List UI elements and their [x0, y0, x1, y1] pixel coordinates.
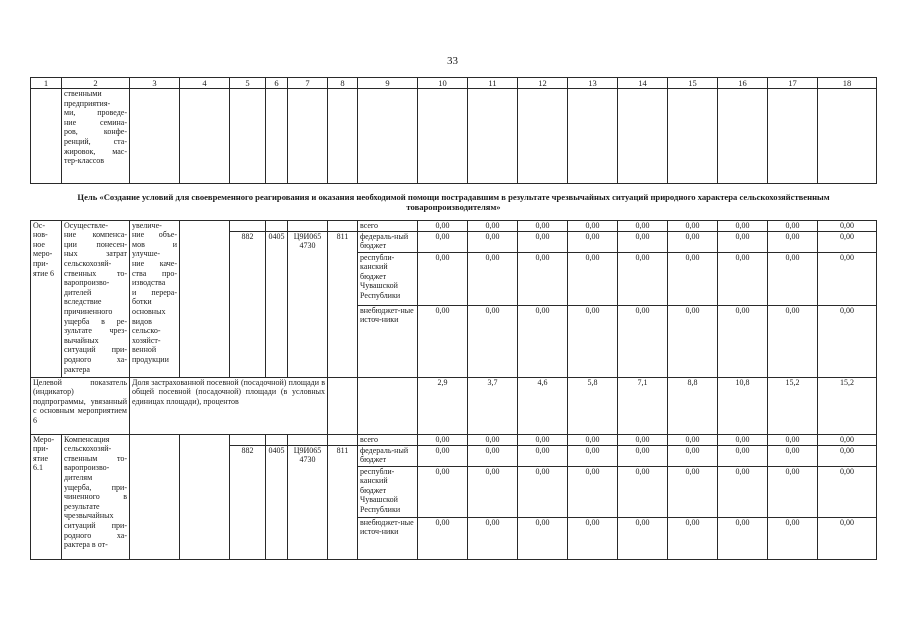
funding-value: 0,00	[418, 305, 468, 377]
measure-description	[62, 220, 130, 377]
funding-value: 0,00	[468, 434, 518, 445]
funding-value: 0,00	[618, 252, 668, 305]
funding-value: 0,00	[468, 517, 518, 559]
text-line: предприятия-	[64, 98, 111, 108]
measure-description	[62, 434, 130, 559]
funding-value: 0,00	[618, 305, 668, 377]
column-header: 11	[468, 78, 518, 89]
funding-value: 0,00	[618, 517, 668, 559]
funding-value: 0,00	[618, 231, 668, 252]
text-line: рактера в от-	[64, 540, 108, 550]
funding-value: 0,00	[618, 434, 668, 445]
csr-cell	[288, 220, 328, 231]
funding-value: 0,00	[768, 445, 818, 466]
indicator-label: Целевой показатель (индикатор) подпрограммы, увязанный с основным мероприятием 6	[31, 377, 130, 434]
funding-value: 0,00	[668, 466, 718, 517]
funding-value: 0,00	[618, 466, 668, 517]
empty-cell	[518, 89, 568, 184]
continuation-row	[31, 89, 877, 184]
text-line: жировок, мас-	[64, 146, 127, 156]
indicator-value: 4,6	[518, 377, 568, 434]
text-line: ственным то-	[64, 453, 127, 463]
funding-value: 0,00	[668, 517, 718, 559]
text-line: варопроизво-	[64, 463, 110, 473]
text-line: нов-	[33, 230, 48, 240]
funding-value: 0,00	[768, 466, 818, 517]
text-line: сельско-	[132, 326, 161, 336]
funding-value: 0,00	[518, 231, 568, 252]
text-line: ных затрат	[64, 249, 127, 259]
text-line: дителям	[64, 473, 93, 482]
csr-cell	[288, 434, 328, 445]
text-line: чрезвычайных	[64, 511, 114, 521]
column-header: 1	[31, 78, 62, 89]
text-line: причиненного	[64, 306, 113, 316]
measure-goal-column	[130, 434, 180, 559]
text-line: при-	[33, 444, 49, 454]
header-row	[31, 78, 877, 89]
text-line: Осуществле-	[64, 220, 109, 230]
indicator-value: 2,9	[418, 377, 468, 434]
measure-goal-column	[130, 220, 180, 377]
funding-value: 0,00	[818, 252, 877, 305]
empty-cell	[230, 89, 266, 184]
funding-value: 0,00	[818, 445, 877, 466]
funding-value: 0,00	[718, 231, 768, 252]
funding-value: 0,00	[668, 434, 718, 445]
funding-value: 0,00	[568, 220, 618, 231]
column-header: 17	[768, 78, 818, 89]
indicator-value: 10,8	[718, 377, 768, 434]
funding-value: 0,00	[668, 445, 718, 466]
funding-value: 0,00	[468, 466, 518, 517]
funding-source: всего	[358, 220, 418, 231]
indicator-text: Доля застрахованной посевной (посадочной) площади в общей посевной (посадочной) площади (в условных единицах площади), процентов	[130, 377, 328, 434]
text-line: дителей	[64, 287, 92, 297]
vr-cell	[328, 220, 358, 231]
column-header: 15	[668, 78, 718, 89]
text-line: ние каче-	[132, 259, 177, 268]
measure-row	[31, 434, 877, 445]
grbs-code: 882	[230, 231, 266, 377]
column-header: 9	[358, 78, 418, 89]
funding-value: 0,00	[418, 434, 468, 445]
funding-value: 0,00	[418, 231, 468, 252]
funding-value: 0,00	[818, 231, 877, 252]
text-line: ущерба в ре-	[64, 316, 127, 326]
text-line: продукции	[132, 354, 169, 364]
column-header: 16	[718, 78, 768, 89]
funding-value: 0,00	[818, 305, 877, 377]
text-line: родного ха-	[64, 354, 127, 364]
rzpr-cell	[266, 434, 288, 445]
funding-value: 0,00	[768, 252, 818, 305]
measure-description-continued	[62, 89, 130, 184]
funding-value: 0,00	[768, 231, 818, 252]
measure-number	[31, 220, 62, 377]
funding-value: 0,00	[468, 252, 518, 305]
rzpr-cell	[266, 220, 288, 231]
text-line: ние семина-	[64, 117, 127, 127]
goal-row	[31, 184, 877, 221]
text-line: ятие 6	[33, 268, 55, 278]
grbs-cell	[230, 220, 266, 231]
empty-cell	[718, 89, 768, 184]
funding-value: 0,00	[818, 220, 877, 231]
funding-value: 0,00	[518, 434, 568, 445]
grbs-code: 882	[230, 445, 266, 559]
text-line: сельскохозяй-	[64, 259, 112, 268]
funding-source: федераль-ный бюджет	[358, 231, 418, 252]
empty-cell	[31, 89, 62, 184]
text-line: Ос-	[33, 220, 45, 230]
empty-cell	[668, 89, 718, 184]
funding-value: 0,00	[618, 445, 668, 466]
text-line: изводства	[132, 278, 166, 288]
funding-value: 0,00	[518, 466, 568, 517]
page-number: 33	[447, 55, 458, 67]
goal-text: Цель «Создание условий для своевременного реагирования и оказания необходимой помощи пострадавшим в результате чрезвычайных ситуаций природного характера сельскохозяйственным товаропроизводителям»	[31, 184, 877, 221]
text-line: ние компенса-	[64, 230, 127, 240]
empty-cell	[130, 89, 180, 184]
rzpr-code: 0405	[266, 445, 288, 559]
text-line: чиненного в	[64, 492, 127, 502]
text-line: ятие	[33, 453, 49, 463]
column-header: 13	[568, 78, 618, 89]
rzpr-code: 0405	[266, 231, 288, 377]
text-line: зультате чрез-	[64, 326, 127, 336]
empty-cell	[358, 377, 418, 434]
measure-number	[31, 434, 62, 559]
funding-source: внебюджет-ные источ-ники	[358, 305, 418, 377]
csr-code: Ц9И065 4730	[288, 231, 328, 377]
empty-cell	[180, 89, 230, 184]
funding-value: 0,00	[618, 220, 668, 231]
funding-value: 0,00	[568, 434, 618, 445]
indicator-value: 15,2	[768, 377, 818, 434]
funding-value: 0,00	[718, 305, 768, 377]
text-line: ное	[33, 239, 45, 249]
funding-value: 0,00	[768, 305, 818, 377]
text-line: Меро-	[33, 434, 55, 444]
column-header: 18	[818, 78, 877, 89]
column-header: 5	[230, 78, 266, 89]
funding-value: 0,00	[518, 445, 568, 466]
text-line: ренций, ста-	[64, 136, 127, 146]
funding-value: 0,00	[418, 517, 468, 559]
funding-value: 0,00	[668, 231, 718, 252]
empty-cell	[266, 89, 288, 184]
empty-cell	[358, 89, 418, 184]
text-line: при-	[33, 259, 49, 268]
text-line: ущерба, при-	[64, 482, 127, 492]
text-line: вследствие	[64, 297, 102, 307]
column-header: 10	[418, 78, 468, 89]
funding-value: 0,00	[418, 466, 468, 517]
column-header: 12	[518, 78, 568, 89]
text-line: родного ха-	[64, 530, 127, 540]
column-header: 7	[288, 78, 328, 89]
text-line: сельскохозяй-	[64, 444, 112, 454]
indicator-value: 3,7	[468, 377, 518, 434]
funding-value: 0,00	[518, 252, 568, 305]
responsible-cell	[180, 220, 230, 377]
measure-row	[31, 220, 877, 231]
text-line: видов	[132, 316, 152, 326]
empty-cell	[328, 377, 358, 434]
empty-cell	[618, 89, 668, 184]
funding-value: 0,00	[468, 445, 518, 466]
funding-value: 0,00	[668, 220, 718, 231]
text-line: улучше-	[132, 249, 161, 259]
funding-value: 0,00	[668, 252, 718, 305]
text-line: увеличе-	[132, 220, 162, 230]
funding-value: 0,00	[518, 305, 568, 377]
text-line: 6.1	[33, 463, 43, 473]
funding-value: 0,00	[818, 434, 877, 445]
vr-cell	[328, 434, 358, 445]
funding-value: 0,00	[718, 466, 768, 517]
funding-value: 0,00	[568, 517, 618, 559]
text-line: венной	[132, 345, 157, 355]
empty-cell	[418, 89, 468, 184]
text-line: вычайных	[64, 335, 99, 345]
text-line: хозяйст-	[132, 335, 161, 345]
column-header: 8	[328, 78, 358, 89]
funding-value: 0,00	[518, 517, 568, 559]
text-line: тер-классов	[64, 156, 105, 166]
funding-value: 0,00	[418, 445, 468, 466]
funding-source: федераль-ный бюджет	[358, 445, 418, 466]
column-header: 14	[618, 78, 668, 89]
text-line: и перера-	[132, 287, 177, 297]
indicator-row	[31, 377, 877, 434]
funding-source: всего	[358, 434, 418, 445]
text-line: ственных то-	[64, 268, 127, 278]
responsible-cell	[180, 434, 230, 559]
text-line: меро-	[33, 249, 53, 259]
funding-value: 0,00	[568, 231, 618, 252]
funding-value: 0,00	[668, 305, 718, 377]
column-header: 3	[130, 78, 180, 89]
funding-value: 0,00	[418, 252, 468, 305]
empty-cell	[818, 89, 877, 184]
indicator-value: 7,1	[618, 377, 668, 434]
vr-code: 811	[328, 445, 358, 559]
empty-cell	[568, 89, 618, 184]
column-header: 6	[266, 78, 288, 89]
text-line: ства про-	[132, 268, 177, 278]
text-line: мов и	[132, 239, 177, 249]
funding-value: 0,00	[568, 305, 618, 377]
funding-value: 0,00	[468, 231, 518, 252]
funding-value: 0,00	[818, 517, 877, 559]
funding-value: 0,00	[568, 445, 618, 466]
funding-value: 0,00	[718, 252, 768, 305]
funding-value: 0,00	[768, 434, 818, 445]
empty-cell	[328, 89, 358, 184]
indicator-value: 5,8	[568, 377, 618, 434]
funding-value: 0,00	[418, 220, 468, 231]
text-line: результате	[64, 501, 100, 511]
funding-value: 0,00	[468, 305, 518, 377]
funding-value: 0,00	[518, 220, 568, 231]
funding-source: внебюджет-ные источ-ники	[358, 517, 418, 559]
funding-value: 0,00	[468, 220, 518, 231]
funding-value: 0,00	[568, 466, 618, 517]
text-line: ции понесен-	[64, 239, 127, 249]
funding-value: 0,00	[718, 517, 768, 559]
funding-value: 0,00	[768, 220, 818, 231]
funding-value: 0,00	[718, 434, 768, 445]
empty-cell	[768, 89, 818, 184]
text-line: Компенсация	[64, 434, 110, 444]
text-line: варопроизво-	[64, 278, 110, 288]
column-header: 2	[62, 78, 130, 89]
funding-value: 0,00	[718, 220, 768, 231]
empty-cell	[468, 89, 518, 184]
funding-value: 0,00	[718, 445, 768, 466]
text-line: основных	[132, 306, 166, 316]
grbs-cell	[230, 434, 266, 445]
csr-code: Ц9И065 4730	[288, 445, 328, 559]
text-line: ние объе-	[132, 230, 177, 240]
text-line: ботки	[132, 297, 152, 307]
vr-code: 811	[328, 231, 358, 377]
text-line: ров, конфе-	[64, 127, 127, 137]
indicator-value: 8,8	[668, 377, 718, 434]
column-header: 4	[180, 78, 230, 89]
funding-value: 0,00	[568, 252, 618, 305]
funding-value: 0,00	[768, 517, 818, 559]
text-line: рактера	[64, 364, 90, 374]
indicator-value: 15,2	[818, 377, 877, 434]
funding-value: 0,00	[818, 466, 877, 517]
empty-cell	[288, 89, 328, 184]
funding-source: республи-канский бюджет Чувашской Республики	[358, 466, 418, 517]
program-table	[30, 77, 877, 560]
funding-source: республи-канский бюджет Чувашской Республики	[358, 252, 418, 305]
text-line: ственными	[64, 89, 102, 98]
text-line: ситуаций при-	[64, 345, 127, 355]
text-line: ситуаций при-	[64, 520, 127, 530]
text-line: ми, проведе-	[64, 108, 127, 118]
